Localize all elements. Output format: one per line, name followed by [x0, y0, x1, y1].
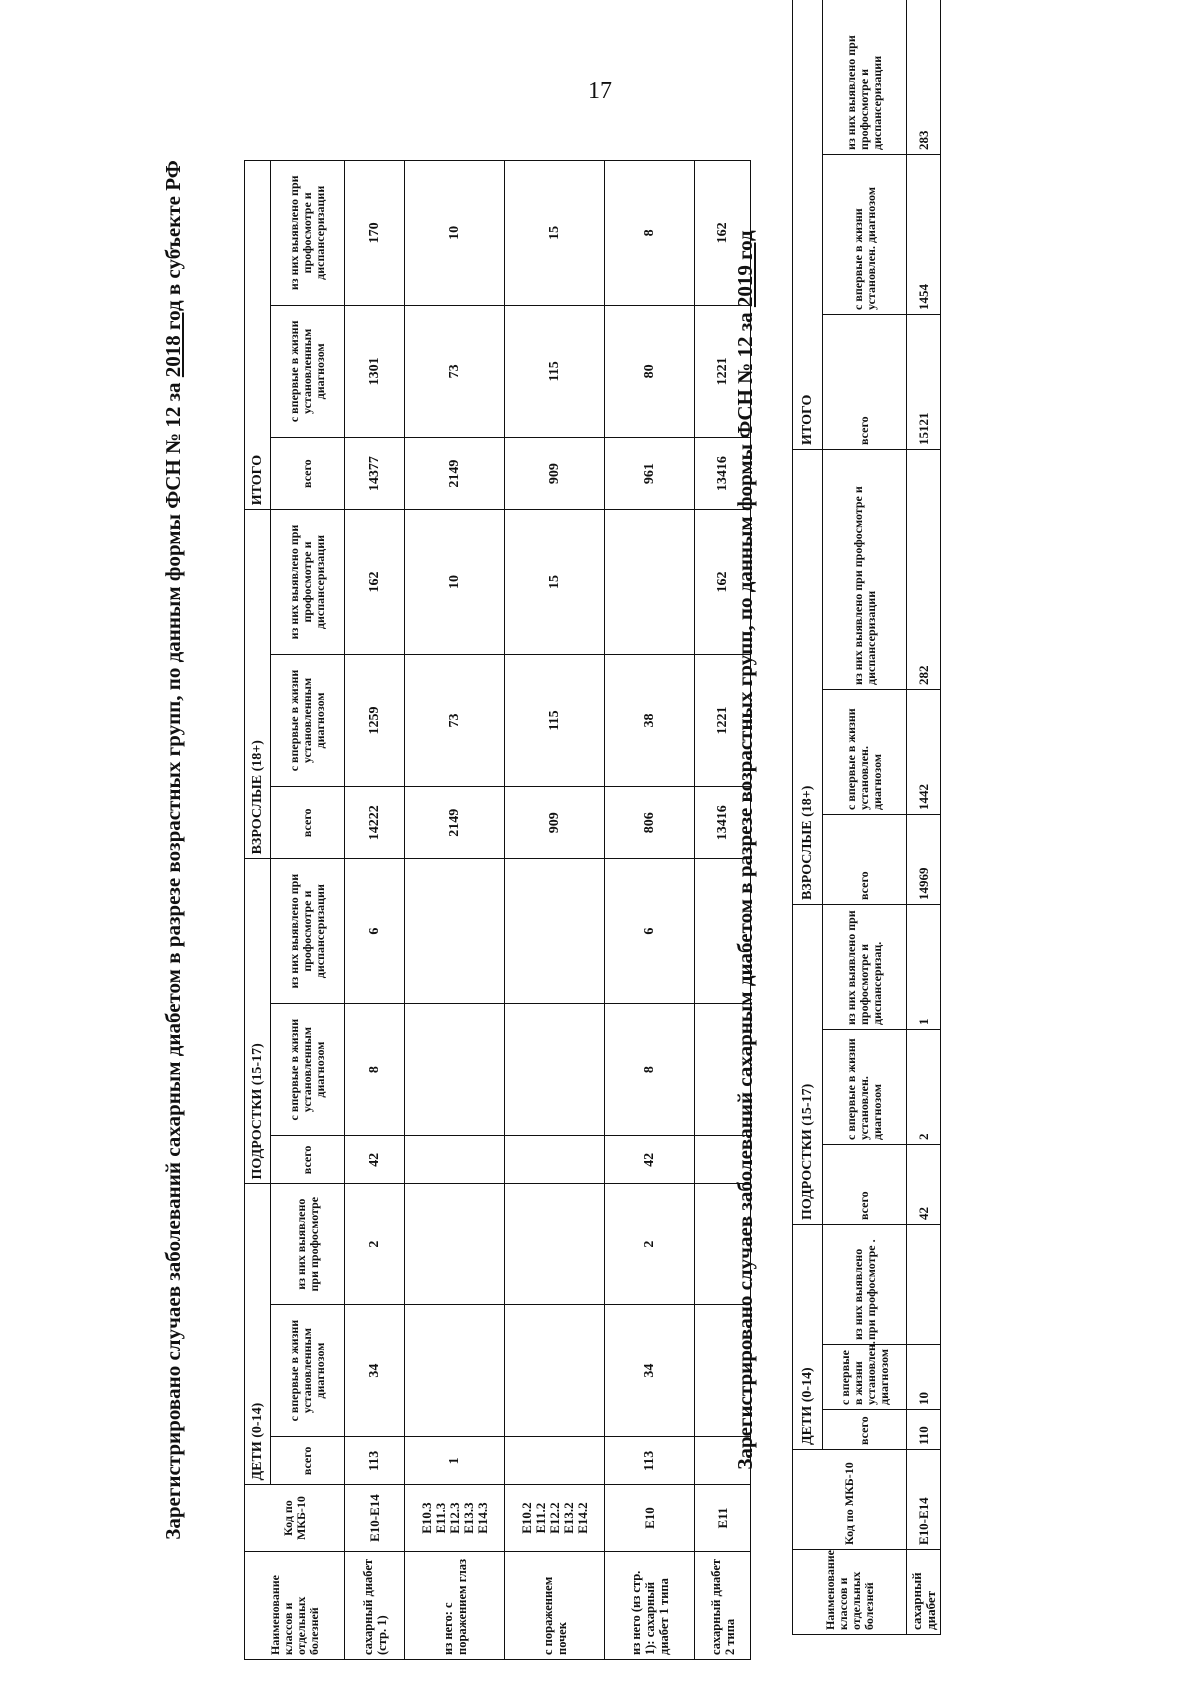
cell-adults-first: 1259 — [345, 654, 405, 786]
cell-teens-all: 42 — [907, 1144, 941, 1224]
row-name: из него (из стр. 1): сахарный диабет 1 типа — [605, 1551, 695, 1659]
header-adults-all: всего — [271, 787, 345, 859]
header-total-all: всего — [271, 438, 345, 510]
cell-adults-prof: 10 — [405, 510, 505, 654]
header-teens-first: с впервые в жизни установлен. диагнозом — [823, 1029, 907, 1144]
header-adults: ВЗРОСЛЫЕ (18+) — [245, 510, 271, 859]
cell-teens-prof — [505, 859, 605, 1003]
cell-total-all: 909 — [505, 438, 605, 510]
table1-title-year: 2018 год — [161, 300, 185, 378]
header-teens-prof: из них выявлено при профосмотре и диспансеризации — [271, 859, 345, 1003]
cell-total-first: 1301 — [345, 305, 405, 437]
cell-adults-first: 38 — [605, 654, 695, 786]
cell-children-all: 113 — [345, 1437, 405, 1485]
cell-adults-prof: 162 — [695, 510, 751, 654]
table1 — [244, 160, 751, 1660]
cell-adults-prof: 162 — [345, 510, 405, 654]
cell-adults-prof: 15 — [505, 510, 605, 654]
cell-children-all: 113 — [605, 1437, 695, 1485]
header-teens-all: всего — [823, 1144, 907, 1224]
table2-title — [732, 40, 758, 1660]
cell-children-first — [405, 1304, 505, 1436]
cell-adults-all: 909 — [505, 787, 605, 859]
header-total: ИТОГО — [793, 0, 823, 449]
cell-teens-first: 8 — [345, 1003, 405, 1135]
cell-adults-prof: 282 — [907, 449, 941, 689]
cell-total-first: 80 — [605, 305, 695, 437]
cell-adults-first: 115 — [505, 654, 605, 786]
header-total-prof: из них выявлено при профосмотре и диспансеризации — [823, 0, 907, 154]
cell-total-first: 1221 — [695, 305, 751, 437]
table1-title-text: Зарегистрировано случаев заболеваний сахарным диабетом в разрезе возрастных групп, по данным формы ФСН № 12 за — [161, 377, 185, 1540]
header-children-all: всего — [271, 1437, 345, 1485]
cell-children-all — [505, 1437, 605, 1485]
page-number: 17 — [588, 78, 612, 104]
header-name: Наименование классов и отдельных болезней — [793, 1550, 907, 1635]
cell-teens-first: 2 — [907, 1029, 941, 1144]
cell-total-prof: 283 — [907, 0, 941, 154]
cell-teens-all: 42 — [605, 1136, 695, 1184]
row-code: Е11 — [695, 1485, 751, 1551]
table2-title-year: 2019 год — [733, 230, 757, 308]
header-total-prof: из них выявлено при профосмотре и диспансеризации — [271, 161, 345, 306]
header-children-all: всего — [823, 1410, 907, 1450]
cell-children-first: 34 — [345, 1304, 405, 1436]
cell-adults-all: 806 — [605, 787, 695, 859]
table1-title-suffix: в субъекте РФ — [161, 160, 185, 301]
cell-children-first: 34 — [605, 1304, 695, 1436]
cell-adults-all: 14222 — [345, 787, 405, 859]
header-children: ДЕТИ (0-14) — [245, 1184, 271, 1485]
row-name: из него: с поражением глаз — [405, 1551, 505, 1659]
cell-total-prof: 8 — [605, 161, 695, 306]
header-children-first: с впервые в жизни установлен. диагнозом — [823, 1345, 907, 1410]
header-children-first: с впервые в жизни установленным диагнозом — [271, 1304, 345, 1436]
cell-total-first: 73 — [405, 305, 505, 437]
header-teens: ПОДРОСТКИ (15-17) — [793, 904, 823, 1224]
header-adults: ВЗРОСЛЫЕ (18+) — [793, 449, 823, 904]
cell-total-all: 961 — [605, 438, 695, 510]
row-name: сахарный диабет (стр. 1) — [345, 1551, 405, 1659]
table-row — [907, 0, 941, 1635]
cell-children-first: 10 — [907, 1345, 941, 1410]
header-children-prof: из них выявлено при профосмотре . — [823, 1224, 907, 1344]
cell-adults-prof — [605, 510, 695, 654]
cell-adults-all: 2149 — [405, 787, 505, 859]
table1-title — [160, 40, 186, 1660]
cell-adults-first: 1221 — [695, 654, 751, 786]
table-row — [405, 161, 505, 1660]
cell-children-prof — [405, 1184, 505, 1304]
header-code: Код по МКБ-10 — [793, 1450, 907, 1550]
header-code: Код по МКБ-10 — [245, 1485, 345, 1551]
row-code: Е10-Е14 — [345, 1485, 405, 1551]
cell-children-first — [505, 1304, 605, 1436]
cell-total-first: 115 — [505, 305, 605, 437]
cell-children-all: 1 — [405, 1437, 505, 1485]
row-code: Е10 — [605, 1485, 695, 1551]
header-total: ИТОГО — [245, 161, 271, 510]
cell-children-all: 110 — [907, 1410, 941, 1450]
cell-total-all: 13416 — [695, 438, 751, 510]
cell-total-prof: 162 — [695, 161, 751, 306]
cell-total-first: 1454 — [907, 154, 941, 314]
row-name: сахарный диабет 2 типа — [695, 1551, 751, 1659]
header-adults-all: всего — [823, 814, 907, 904]
cell-total-all: 2149 — [405, 438, 505, 510]
header-adults-first: с впервые в жизни установленным диагнозом — [271, 654, 345, 786]
cell-children-prof — [907, 1224, 941, 1344]
header-total-all: всего — [823, 314, 907, 449]
cell-children-prof: 2 — [345, 1184, 405, 1304]
header-adults-prof: из них выявлено при профосмотре и диспансеризации — [271, 510, 345, 654]
cell-total-all: 15121 — [907, 314, 941, 449]
header-teens: ПОДРОСТКИ (15-17) — [245, 859, 271, 1184]
table-row — [345, 161, 405, 1660]
cell-adults-first: 1442 — [907, 689, 941, 814]
header-teens-all: всего — [271, 1136, 345, 1184]
header-teens-first: с впервые в жизни установленным диагнозом — [271, 1003, 345, 1135]
header-total-first: с впервые в жизни установленным диагнозом — [271, 305, 345, 437]
cell-children-prof — [505, 1184, 605, 1304]
cell-teens-all — [405, 1136, 505, 1184]
cell-teens-prof — [405, 859, 505, 1003]
cell-teens-first — [505, 1003, 605, 1135]
row-name: с поражением почек — [505, 1551, 605, 1659]
header-adults-prof: из них выявлено при профосмотре и диспансеризации — [823, 449, 907, 689]
table-row — [605, 161, 695, 1660]
row-code: Е10.3 Е11.3 Е12.3 Е13.3 Е14.3 — [405, 1485, 505, 1551]
cell-teens-all — [505, 1136, 605, 1184]
header-name: Наименование классов и отдельных болезней — [245, 1551, 345, 1659]
rotated-page-content — [152, 35, 1032, 1660]
cell-adults-all: 13416 — [695, 787, 751, 859]
row-code: Е10.2 Е11.2 Е12.2 Е13.2 Е14.2 — [505, 1485, 605, 1551]
cell-total-all: 14377 — [345, 438, 405, 510]
cell-teens-first: 8 — [605, 1003, 695, 1135]
row-name: сахарный диабет — [907, 1550, 941, 1635]
cell-teens-first — [405, 1003, 505, 1135]
cell-teens-prof: 1 — [907, 904, 941, 1029]
cell-adults-all: 14969 — [907, 814, 941, 904]
cell-teens-all: 42 — [345, 1136, 405, 1184]
header-adults-first: с впервые в жизни установлен. диагнозом — [823, 689, 907, 814]
cell-adults-first: 73 — [405, 654, 505, 786]
cell-teens-prof: 6 — [345, 859, 405, 1003]
cell-teens-prof: 6 — [605, 859, 695, 1003]
table2 — [792, 0, 941, 1635]
row-code: Е10-Е14 — [907, 1450, 941, 1550]
header-total-first: с впервые в жизни установлен. диагнозом — [823, 154, 907, 314]
cell-total-prof: 170 — [345, 161, 405, 306]
cell-total-prof: 10 — [405, 161, 505, 306]
table2-title-text: Зарегистрировано случаев заболеваний сахарным диабетом в разрезе возрастных групп, по данным формы ФСН № 12 за — [733, 307, 757, 1470]
cell-children-prof: 2 — [605, 1184, 695, 1304]
header-children-prof: из них выявлено при профосмотре — [271, 1184, 345, 1304]
cell-total-prof: 15 — [505, 161, 605, 306]
header-teens-prof: из них выявлено при профосмотре и диспансеризац. — [823, 904, 907, 1029]
table-row — [505, 161, 605, 1660]
header-children: ДЕТИ (0-14) — [793, 1224, 823, 1449]
